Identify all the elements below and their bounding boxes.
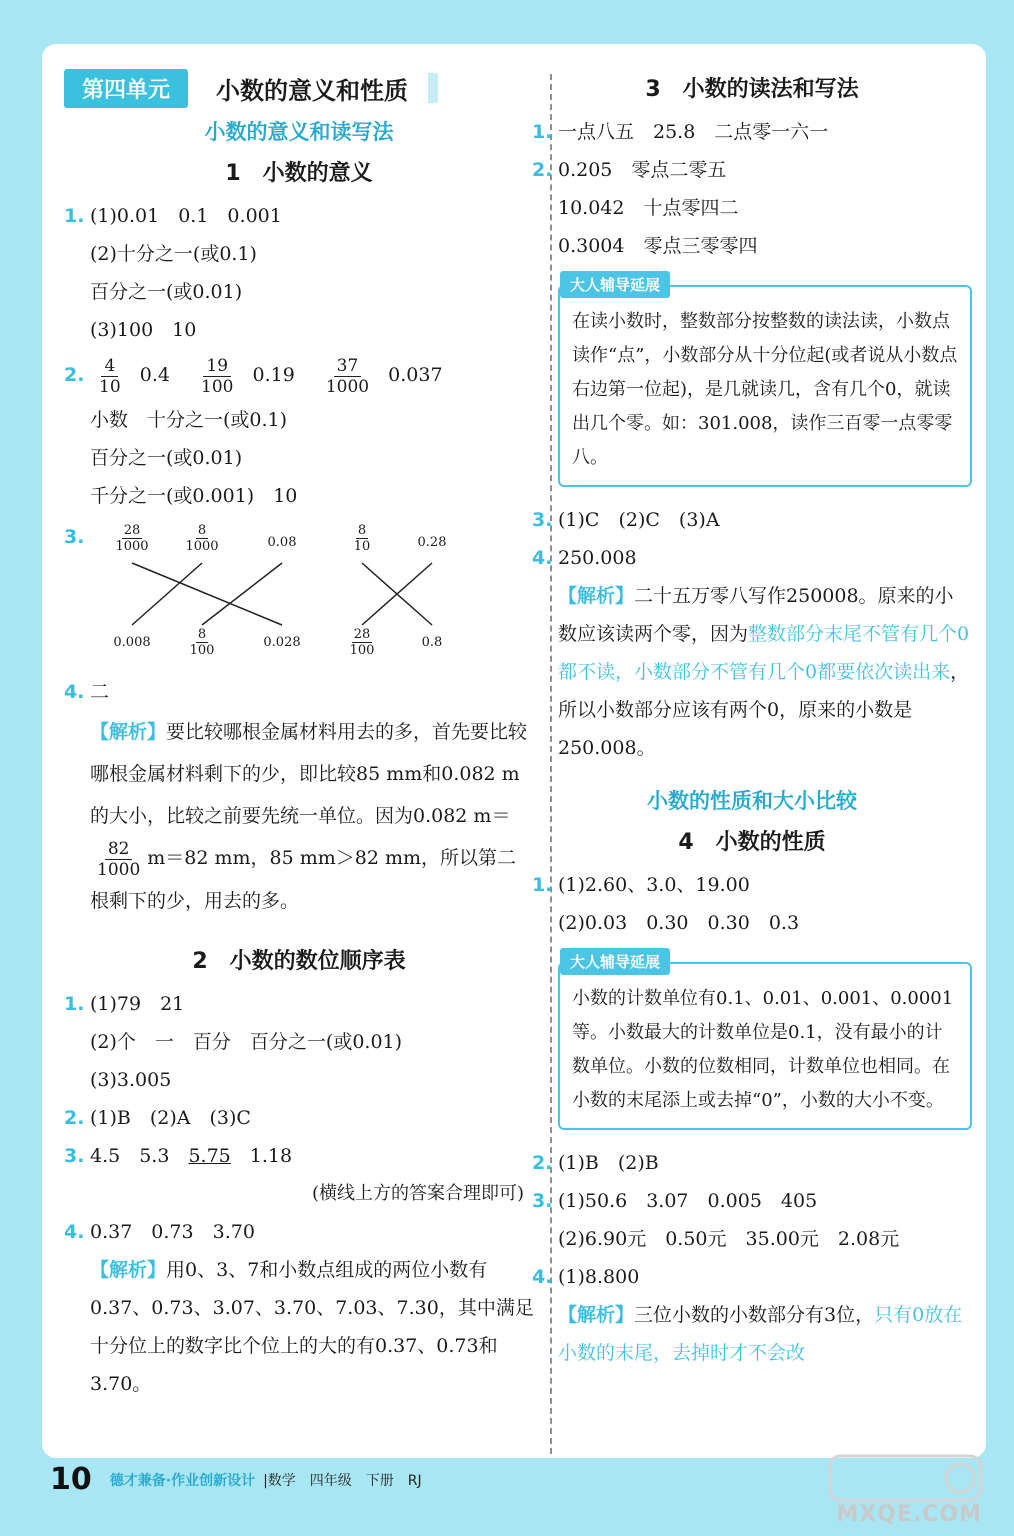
analysis-paragraph <box>532 1296 972 1372</box>
numerator: 8 <box>197 523 207 538</box>
question-number: 4. <box>532 547 553 569</box>
tip-box <box>558 276 972 487</box>
numerator: 19 <box>203 356 231 377</box>
fraction <box>96 356 124 397</box>
answer-text: 10.042 十点零四二 <box>558 197 739 219</box>
match-top-item <box>337 523 387 554</box>
numerator: 8 <box>357 523 367 538</box>
answer-underlined: 5.75 <box>188 1144 231 1167</box>
answer-text: (1)8.800 <box>558 1266 640 1288</box>
answer-text: (1)0.01 0.1 0.001 <box>90 205 282 227</box>
denominator: 1000 <box>185 539 219 554</box>
analysis-text: m <box>147 847 166 869</box>
answer-line <box>532 113 972 151</box>
tip-badge: 大人辅导延展 <box>560 271 670 298</box>
answer-line <box>532 1144 972 1182</box>
answer-line <box>532 151 972 189</box>
answer-line <box>532 539 972 577</box>
analysis-text: 二十五万零八写作250008。原来的小数应该读两个零，因为 <box>558 585 954 645</box>
fraction <box>198 356 236 397</box>
denominator: 1000 <box>97 859 141 880</box>
unit-title-bar <box>428 73 438 103</box>
answer-text: 4.5 5.3 <box>90 1144 189 1167</box>
matching-lines <box>104 523 524 663</box>
analysis-text: ＝82 mm，85 mm＞82 mm，所以第二根剩下的少，用去的多。 <box>90 847 517 912</box>
answer-text: 0.3004 零点三零零四 <box>558 235 758 257</box>
answer-line <box>532 501 972 539</box>
match-top-item: 0.08 <box>267 535 297 550</box>
answer-text: (1)B (2)A (3)C <box>90 1106 251 1129</box>
subheading: 小数的意义和读写法 <box>204 120 394 144</box>
tip-badge: 大人辅导延展 <box>560 948 670 975</box>
answer-text: 1.18 <box>230 1144 293 1167</box>
answer-text: (2)个 一 百分 百分之一(或0.01) <box>90 1030 403 1053</box>
decimal-value: 0.4 <box>139 364 170 386</box>
analysis-tag: 【解析】 <box>558 585 635 607</box>
question-number: 4. <box>532 1266 553 1288</box>
analysis-text: 要比较哪根金属材料用去的多，首先要比较哪根金属材料剩下的少，即比较85 mm和0.082 m的大小，比较之前要先统一单位。因为0.082 m＝ <box>90 721 528 827</box>
match-bottom-item: 0.008 <box>113 635 151 650</box>
unit-header <box>64 68 534 108</box>
question-number: 2. <box>64 1106 85 1129</box>
match-bottom-item <box>177 627 227 658</box>
watermark-logo <box>790 1450 990 1510</box>
subheading: 小数的性质和大小比较 <box>647 789 857 813</box>
question-number: 1. <box>532 121 553 143</box>
question-number: 3. <box>532 1190 553 1212</box>
question-number: 1. <box>532 874 553 896</box>
answer-text: 0.205 零点二零五 <box>558 159 727 181</box>
answer-line <box>64 1099 534 1137</box>
analysis-highlight: 只有0放在小数的末尾，去掉时才不会改 <box>558 1304 963 1364</box>
numerator: 4 <box>101 356 118 377</box>
numerator: 28 <box>123 523 141 538</box>
section-title: 4 小数的性质 <box>678 830 826 855</box>
answer-text: (2)0.03 0.30 0.30 0.3 <box>558 912 800 934</box>
answer-line <box>64 1137 534 1175</box>
fraction <box>323 356 372 397</box>
answer-line <box>64 349 534 401</box>
match-top-item <box>177 523 227 554</box>
matching-diagram <box>104 523 524 663</box>
answer-text: (1)C (2)C (3)A <box>558 509 720 531</box>
match-top-item <box>107 523 157 554</box>
answer-line <box>532 1258 972 1296</box>
answer-text: 二 <box>90 681 110 703</box>
match-bottom-item: 0.028 <box>263 635 301 650</box>
analysis-tag: 【解析】 <box>90 1258 167 1281</box>
denominator: 10 <box>99 376 121 397</box>
match-line <box>132 563 202 625</box>
question-number: 4. <box>64 681 85 703</box>
answer-text: (1)50.6 3.07 0.005 405 <box>558 1190 818 1212</box>
answer-text: (3)3.005 <box>90 1068 172 1091</box>
analysis-text: ，所以小数部分应该有两个0，原来的小数是250.008。 <box>558 661 970 759</box>
answer-line <box>532 866 972 904</box>
question-number: 3. <box>64 526 85 548</box>
answer-text: 百分之一(或0.01) <box>90 281 243 303</box>
question-number: 4. <box>64 1220 85 1243</box>
footer-meta: |数学 四年级 下册 RJ <box>263 1472 422 1489</box>
numerator: 37 <box>334 356 362 377</box>
answer-note: (横线上方的答案合理即可) <box>311 1182 524 1204</box>
analysis-tag: 【解析】 <box>90 721 167 743</box>
numerator: 8 <box>197 627 207 642</box>
page-number: 10 <box>50 1462 92 1497</box>
answer-line <box>64 985 534 1023</box>
answer-text: 0.37 0.73 3.70 <box>90 1220 255 1243</box>
analysis-text: 三位小数的小数部分有3位， <box>634 1304 875 1326</box>
denominator: 10 <box>353 539 371 554</box>
question-number: 1. <box>64 205 85 227</box>
question-number: 2. <box>532 159 553 181</box>
answer-text: (2)6.90元 0.50元 35.00元 2.08元 <box>558 1228 900 1250</box>
section-title: 3 小数的读法和写法 <box>645 77 859 102</box>
answer-line <box>532 1182 972 1220</box>
section-title: 1 小数的意义 <box>225 161 373 186</box>
answer-text: 百分之一(或0.01) <box>90 447 243 469</box>
unit-badge: 第四单元 <box>64 69 188 108</box>
denominator: 100 <box>349 643 375 658</box>
match-line <box>202 563 282 625</box>
decimal-value: 0.19 <box>252 364 295 386</box>
right-column <box>532 68 972 1372</box>
answer-text: (1)2.60、3.0、19.00 <box>558 874 750 896</box>
analysis-paragraph <box>64 1251 534 1403</box>
unit-title: 小数的意义和性质 <box>216 76 409 105</box>
numerator: 82 <box>105 839 133 860</box>
answer-text: 一点八五 25.8 二点零一六一 <box>558 121 829 143</box>
question-number: 2. <box>64 364 85 386</box>
analysis-paragraph <box>532 577 972 767</box>
analysis-highlight: 整数部分末尾不管有几个0都不读，小数部分不管有几个0都要依次读出来 <box>558 623 970 683</box>
watermark <box>790 1450 990 1530</box>
footer-brand: 德才兼备·作业创新设计 <box>109 1472 256 1489</box>
answer-line <box>64 197 534 235</box>
page-footer <box>50 1462 422 1497</box>
answer-text: 千分之一(或0.001) 10 <box>90 485 298 507</box>
answer-text: (2)十分之一(或0.1) <box>90 243 257 265</box>
fraction <box>94 839 143 880</box>
decimal-value: 0.037 <box>388 364 443 386</box>
question-number: 2. <box>532 1152 553 1174</box>
analysis-text: 用0、3、7和小数点组成的两位小数有0.37、0.73、3.07、3.70、7.03、7.30，其中满足十分位上的数字比个位上的大的有0.37、0.73和3.70。 <box>90 1258 534 1395</box>
denominator: 100 <box>189 643 215 658</box>
denominator: 100 <box>201 376 234 397</box>
question-number: 3. <box>532 509 553 531</box>
analysis-paragraph <box>64 711 534 922</box>
answer-line <box>64 673 534 711</box>
answer-text: 小数 十分之一(或0.1) <box>90 409 288 431</box>
match-top-item: 0.28 <box>417 535 447 550</box>
answer-text: (1)79 21 <box>90 992 185 1015</box>
numerator: 28 <box>353 627 371 642</box>
match-line <box>132 563 282 625</box>
tip-text: 在读小数时，整数部分按整数的读法读，小数点读作“点”，小数部分从十分位起(或者说从小数点右边第一位起)，是几就读几，含有几个0，就读出几个零。如：301.008，读作三百零一点零零八。 <box>572 311 958 468</box>
match-bottom-item: 0.8 <box>421 635 443 650</box>
left-column <box>64 68 534 1403</box>
denominator: 1000 <box>325 376 370 397</box>
section-title: 2 小数的数位顺序表 <box>192 948 406 974</box>
question-number: 1. <box>64 992 85 1015</box>
tip-text: 小数的计数单位有0.1、0.01、0.001、0.0001等。小数最大的计数单位是0.1，没有最小的计数单位。小数的位数相同，计数单位也相同。在小数的末尾添上或去掉“0”，小数的大小不变。 <box>572 988 954 1111</box>
answer-text: (1)B (2)B <box>558 1152 659 1174</box>
match-bottom-item <box>337 627 387 658</box>
answer-page <box>42 44 986 1458</box>
denominator: 1000 <box>115 539 149 554</box>
analysis-tag: 【解析】 <box>558 1304 635 1326</box>
tip-box <box>558 953 972 1130</box>
question-number: 3. <box>64 1144 85 1167</box>
answer-text: (3)100 10 <box>90 319 197 341</box>
watermark-text: MXQE.COM <box>836 1502 982 1527</box>
answer-line <box>64 1213 534 1251</box>
answer-text: 250.008 <box>558 547 637 569</box>
